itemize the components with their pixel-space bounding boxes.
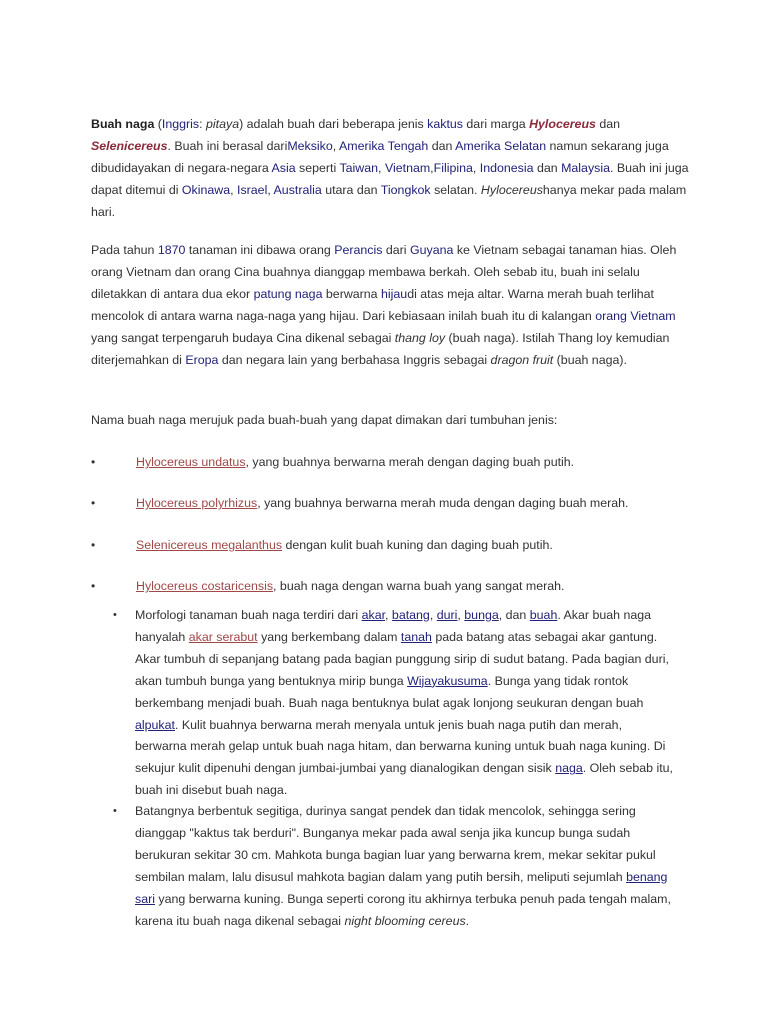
text: , yang buahnya berwarna merah muda dengan daging buah merah. — [257, 496, 629, 510]
link-benang-sari[interactable]: benang sari — [135, 869, 668, 906]
link-wijayakusuma[interactable]: Wijayakusuma — [407, 673, 488, 688]
link-batang[interactable]: batang — [391, 608, 430, 622]
link-amerika-tengah[interactable]: Amerika Tengah — [338, 138, 429, 153]
text: , — [332, 138, 339, 153]
text: dan — [533, 160, 562, 175]
bullet-icon: • — [113, 805, 117, 817]
link-indonesia[interactable]: Indonesia — [479, 160, 534, 175]
text: (buah naga). — [553, 352, 627, 367]
link-asia[interactable]: Asia — [271, 160, 296, 175]
text: namun sekarang juga dibudidayakan di negara-negara — [91, 138, 669, 175]
text: pada batang atas sebagai akar gantung. Akar tumbuh di sepanjang batang pada bagian punggung sirip di sudut batang. Pada bagian duri, akan tumbuh bunga yang bentuknya mirip bunga — [135, 629, 669, 688]
text: (buah naga). Istilah Thang loy kemudian diterjemahkan di — [91, 330, 670, 367]
link-taiwan[interactable]: Taiwan — [339, 160, 379, 175]
link-israel[interactable]: Israel — [237, 182, 268, 197]
link-akar-serabut[interactable]: akar serabut — [188, 629, 258, 644]
link-amerika-selatan[interactable]: Amerika Selatan — [455, 138, 547, 153]
link-malaysia[interactable]: Malaysia — [561, 160, 610, 175]
text: utara dan — [321, 182, 381, 197]
list-item-text — [136, 452, 574, 472]
link-hylocereus-costaricensis[interactable]: Hylocereus costaricensis — [136, 579, 274, 593]
bullet-icon: • — [91, 538, 96, 552]
link-vietnam[interactable]: Vietnam — [384, 160, 431, 175]
link-hylocereus[interactable]: Hylocereus — [529, 117, 596, 131]
text: Pada tahun — [91, 243, 158, 257]
link-1870[interactable]: 1870 — [157, 243, 186, 257]
bullet-icon: • — [91, 496, 96, 510]
link-filipina[interactable]: Filipina — [433, 160, 473, 175]
text: , yang buahnya berwarna merah dengan daging buah putih. — [245, 455, 575, 469]
link-australia[interactable]: Australia — [273, 182, 322, 197]
text: , dan — [498, 608, 530, 622]
text: , — [378, 160, 385, 175]
text: : — [199, 117, 207, 131]
link-hijau[interactable]: hijau — [381, 286, 408, 301]
term-thang-loy: thang loy — [394, 330, 446, 345]
text: . Akar buah naga hanyalah — [135, 608, 652, 644]
link-selenicereus-megalanthus[interactable]: Selenicereus megalanthus — [136, 538, 283, 552]
link-meksiko[interactable]: Meksiko — [287, 138, 333, 153]
text: berwarna — [322, 286, 382, 301]
bullet-icon: • — [91, 579, 96, 593]
text: di atas meja altar. Warna merah buah terlihat mencolok di antara warna naga-naga yang hijau. Dari kebiasaan inilah buah itu di kalangan — [91, 286, 654, 323]
link-buah[interactable]: buah — [529, 608, 558, 622]
link-naga[interactable]: naga — [555, 761, 583, 776]
text: , — [472, 160, 480, 175]
text: ( — [154, 117, 162, 131]
text: , — [457, 608, 465, 622]
text: dan — [428, 138, 456, 153]
text: Batangnya berbentuk segitiga, durinya sangat pendek dan tidak mencolok, sehingga sering dianggap "kaktus tak berduri". Bunganya mekar pada awal senja jika kuncup bunga sudah berukuran sekitar 30 cm. Mahkota bunga bagian luar yang berwarna krem, mekar sekitar pukul sembilan malam, lalu disusul mahkota bagian dalam yang putih bersih, meliputi sejumlah — [135, 804, 656, 884]
text: Morfologi tanaman buah naga terdiri dari — [135, 608, 362, 622]
text: . Buah ini juga dapat ditemui di — [91, 160, 689, 197]
link-eropa[interactable]: Eropa — [185, 352, 219, 367]
text: yang sangat terpengaruh budaya Cina dikenal sebagai — [91, 330, 395, 345]
text: tanaman ini dibawa orang — [185, 243, 335, 257]
bullet-icon: • — [91, 455, 96, 469]
link-duri[interactable]: duri — [436, 608, 458, 622]
link-kaktus[interactable]: kaktus — [427, 117, 463, 131]
text: , — [385, 608, 392, 622]
text: , — [267, 182, 274, 197]
text: dan negara lain yang berbahasa Inggris sebagai — [218, 352, 491, 367]
text: seperti — [295, 160, 340, 175]
term-night-blooming-cereus: night blooming cereus — [344, 913, 466, 928]
text: ke Vietnam sebagai tanaman hias. Oleh orang Vietnam dan orang Cina buahnya dianggap membawa berkah. Oleh sebab itu, buah ini selalu diletakkan di antara dua ekor — [91, 243, 677, 301]
intro-paragraph — [91, 114, 691, 224]
text: , — [430, 160, 434, 175]
text: yang berwarna kuning. Bunga seperti corong itu akhirnya terbuka penuh pada tengah malam, karena itu buah naga dikenal sebagai — [135, 891, 671, 928]
text: , buah naga dengan warna buah yang sangat merah. — [273, 579, 565, 593]
history-paragraph — [91, 240, 691, 371]
text: . Oleh sebab itu, buah ini disebut buah naga. — [135, 761, 673, 798]
text: hanya mekar pada malam hari. — [91, 182, 687, 219]
text: yang berkembang dalam — [257, 629, 401, 644]
link-hylocereus-polyrhizus[interactable]: Hylocereus polyrhizus — [136, 496, 258, 510]
species-intro-paragraph: Nama buah naga merujuk pada buah-buah yang dapat dimakan dari tumbuhan jenis: — [91, 413, 558, 427]
term-buah-naga: Buah naga — [91, 117, 155, 131]
list-item-text — [136, 576, 564, 596]
link-hylocereus-undatus[interactable]: Hylocereus undatus — [136, 455, 246, 469]
link-orang-vietnam[interactable]: orang Vietnam — [595, 308, 676, 323]
text: ) adalah buah dari beberapa jenis — [239, 117, 428, 131]
link-okinawa[interactable]: Okinawa — [181, 182, 231, 197]
text: . Bunga yang tidak rontok berkembang menjadi buah. Buah naga bentuknya bulat agak lonjong seukuran dengan buah — [135, 673, 644, 710]
text: . — [465, 913, 470, 928]
link-tiongkok[interactable]: Tiongkok — [380, 182, 431, 197]
text: selatan. — [430, 182, 481, 197]
list-item-text — [136, 493, 629, 513]
link-inggris[interactable]: Inggris — [161, 117, 200, 131]
text: , — [230, 182, 238, 197]
link-bunga[interactable]: bunga — [464, 608, 499, 622]
stem-flower-text — [135, 801, 675, 932]
text: . Buah ini berasal dari — [167, 138, 288, 153]
bullet-icon: • — [113, 609, 117, 621]
list-item-text — [136, 535, 553, 555]
text: dari marga — [462, 117, 530, 131]
text: . Kulit buahnya berwarna merah menyala untuk jenis buah naga putih dan merah, berwarna merah gelap untuk buah naga hitam, dan berwarna kuning untuk buah naga kuning. Di sekujur kulit dipenuhi dengan jumbai-jumbai yang dianalogikan dengan sisik — [135, 717, 666, 776]
text: dan — [595, 117, 621, 131]
link-patung-naga[interactable]: patung naga — [253, 286, 323, 301]
text: , — [429, 608, 437, 622]
link-guyana[interactable]: Guyana — [409, 243, 454, 257]
link-akar[interactable]: akar — [361, 608, 386, 622]
term-pitaya: pitaya — [206, 117, 240, 131]
term-hylocereus: Hylocereus — [480, 182, 543, 197]
link-perancis[interactable]: Perancis — [334, 243, 383, 257]
morphology-text — [135, 605, 675, 802]
link-tanah[interactable]: tanah — [400, 629, 432, 644]
term-dragon-fruit: dragon fruit — [490, 352, 554, 367]
link-alpukat[interactable]: alpukat — [135, 717, 175, 732]
text: dari — [382, 243, 410, 257]
text: dengan kulit buah kuning dan daging buah putih. — [282, 538, 553, 552]
link-selenicereus[interactable]: Selenicereus — [91, 138, 168, 153]
